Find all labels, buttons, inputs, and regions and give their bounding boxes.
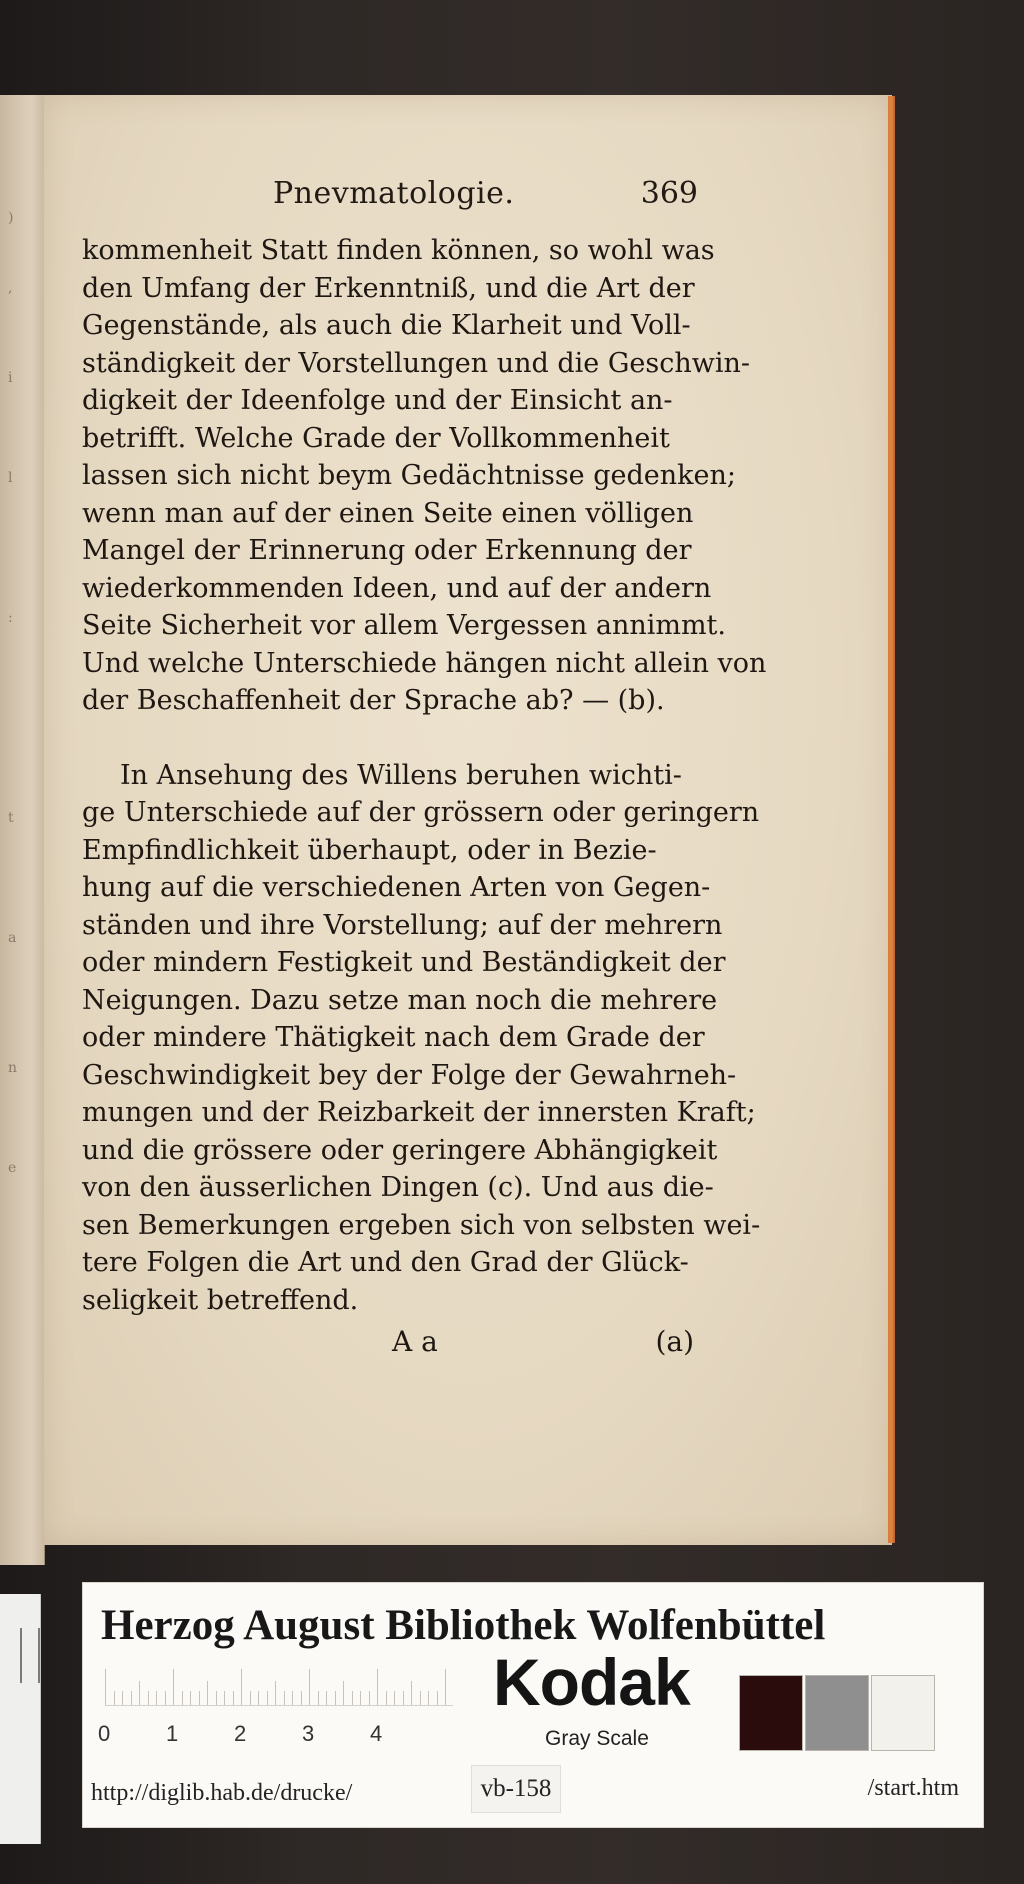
gray-swatch-dark: [739, 1675, 803, 1751]
ruler-label: 2: [234, 1721, 247, 1746]
ruler-tick: [284, 1691, 285, 1705]
ruler-baseline: [105, 1705, 453, 1706]
ruler-tick: [267, 1691, 268, 1705]
text-line: Gegenstände, als auch die Klarheit und Voll-: [82, 310, 691, 341]
ruler-tick: [343, 1681, 344, 1705]
text-line: sen Bemerkungen ergeben sich von selbsten wei-: [82, 1209, 761, 1241]
paragraph-gap: [82, 720, 694, 757]
ruler-tick: [411, 1681, 412, 1705]
text-line: Empfindlichkeit überhaupt, oder in Bezie-: [82, 834, 657, 866]
text-line: mungen und der Reizbarkeit der innersten Kraft;: [82, 1097, 756, 1128]
ruler-tick: [250, 1691, 251, 1705]
ruler-tick: [335, 1691, 336, 1705]
running-head: [88, 172, 698, 216]
text-line: wiederkommenden Ideen, und auf der andern: [82, 572, 712, 604]
left-page-fragment: ): [8, 210, 14, 226]
text-line: oder mindere Thätigkeit nach dem Grade der: [82, 1022, 705, 1053]
running-title: Pnevmatologie.: [273, 176, 515, 211]
left-page-fragment: l: [8, 470, 13, 486]
ruler-tick: [182, 1691, 183, 1705]
ruler-label: 0: [98, 1721, 111, 1746]
text-line: Mangel der Erinnerung oder Erkennung der: [82, 535, 692, 566]
ruler-tick: [292, 1691, 293, 1705]
ruler-tick: [207, 1681, 208, 1705]
text-line: kommenheit Statt finden können, so wohl was: [82, 235, 715, 266]
ruler-labels: [98, 1721, 458, 1745]
text-line: ständigkeit der Vorstellungen und die Geschwin-: [82, 347, 750, 379]
measurement-ruler: [105, 1665, 453, 1709]
ruler-tick: [360, 1691, 361, 1705]
ruler-tick: [445, 1669, 446, 1705]
ruler-tick: [420, 1691, 421, 1705]
ruler-tick: [301, 1691, 302, 1705]
ruler-tick: [131, 1691, 132, 1705]
ruler-tick: [216, 1691, 217, 1705]
side-label-strip: [0, 1594, 41, 1844]
ruler-tick: [105, 1669, 106, 1705]
text-line: lassen sich nicht beym Gedächtnisse gedenken;: [82, 460, 736, 491]
url-prefix: http://diglib.hab.de/drucke/: [91, 1780, 353, 1806]
ruler-tick: [122, 1691, 123, 1705]
ruler-tick: [428, 1691, 429, 1705]
left-page-fragment: n: [8, 1060, 18, 1076]
text-line: In Ansehung des Willens beruhen wichti-: [120, 759, 682, 791]
ruler-tick: [190, 1691, 191, 1705]
ruler-tick: [403, 1691, 404, 1705]
ruler-tick: [224, 1691, 225, 1705]
text-line: den Umfang der Erkenntniß, und die Art der: [82, 272, 695, 304]
ruler-tick: [309, 1669, 310, 1705]
page-footer: [82, 1322, 694, 1362]
catchword: (a): [655, 1325, 694, 1358]
paragraph: [82, 232, 767, 720]
text-line: Und welche Unterschiede hängen nicht allein von: [82, 647, 767, 679]
ruler-tick: [199, 1691, 200, 1705]
text-line: betrifft. Welche Grade der Vollkommenheit: [82, 422, 670, 454]
text-line: ge Unterschiede auf der grössern oder geringern: [82, 797, 760, 828]
ruler-tick: [156, 1691, 157, 1705]
text-line: Geschwindigkeit bey der Folge der Gewahrneh-: [82, 1059, 737, 1091]
text-line: hung auf die verschiedenen Arten von Gegen-: [82, 872, 711, 903]
page-edge-coloring: [888, 96, 895, 1543]
text-line: Neigungen. Dazu setze man noch die mehrere: [82, 984, 718, 1016]
left-page-fragment: e: [8, 1160, 17, 1176]
text-line: tere Folgen die Art und den Grad der Glück-: [82, 1247, 689, 1278]
left-page-fragment: t: [8, 810, 14, 826]
ruler-tick: [165, 1691, 166, 1705]
scan-target-card: [82, 1582, 984, 1828]
text-line: von den äusserlichen Dingen (c). Und aus die-: [82, 1172, 714, 1203]
kodak-logo: Kodak: [493, 1645, 690, 1719]
text-line: wenn man auf der einen Seite einen völligen: [82, 497, 694, 529]
left-page-fragment: ,: [8, 280, 13, 296]
gray-swatch-light: [871, 1675, 935, 1751]
side-label-mark: [20, 1628, 40, 1683]
text-line: seligkeit betreffend.: [82, 1284, 359, 1316]
gray-scale-label: Gray Scale: [545, 1727, 649, 1750]
text-line: und die grössere oder geringere Abhängigkeit: [82, 1134, 718, 1166]
ruler-tick: [114, 1691, 115, 1705]
ruler-tick: [394, 1691, 395, 1705]
ruler-tick: [258, 1691, 259, 1705]
text-body: [82, 232, 767, 1319]
ruler-tick: [437, 1691, 438, 1705]
left-page-fragment: i: [8, 370, 13, 386]
ruler-tick: [326, 1691, 327, 1705]
ruler-tick: [369, 1691, 370, 1705]
text-line: oder mindern Festigkeit und Beständigkeit der: [82, 947, 726, 978]
left-page-fragment: a: [8, 930, 17, 946]
shelfmark-box: vb-158: [471, 1765, 561, 1813]
text-line: digkeit der Ideenfolge und der Einsicht an-: [82, 385, 673, 416]
ruler-tick: [386, 1691, 387, 1705]
ruler-tick: [173, 1669, 174, 1705]
ruler-tick: [233, 1691, 234, 1705]
ruler-tick: [352, 1691, 353, 1705]
page-number: 369: [640, 176, 698, 211]
library-title: Herzog August Bibliothek Wolfenbüttel: [101, 1602, 826, 1649]
ruler-label: 3: [302, 1721, 315, 1746]
ruler-tick: [318, 1691, 319, 1705]
ruler-tick: [148, 1691, 149, 1705]
ruler-tick: [241, 1669, 242, 1705]
text-line: ständen und ihre Vorstellung; auf der mehrern: [82, 909, 723, 941]
gray-swatch-mid: [805, 1675, 869, 1751]
paragraph: [82, 757, 761, 1320]
left-page-fragment: :: [8, 610, 13, 626]
ruler-tick: [139, 1681, 140, 1705]
ruler-label: 1: [166, 1721, 179, 1746]
text-line: Seite Sicherheit vor allem Vergessen annimmt.: [82, 610, 726, 641]
signature-mark: A a: [392, 1325, 438, 1358]
ruler-label: 4: [370, 1721, 383, 1746]
url-suffix: /start.htm: [867, 1775, 959, 1801]
text-line: der Beschaffenheit der Sprache ab? — (b).: [82, 685, 665, 716]
ruler-tick: [377, 1669, 378, 1705]
left-facing-page-edge: [0, 95, 45, 1565]
ruler-tick: [275, 1681, 276, 1705]
